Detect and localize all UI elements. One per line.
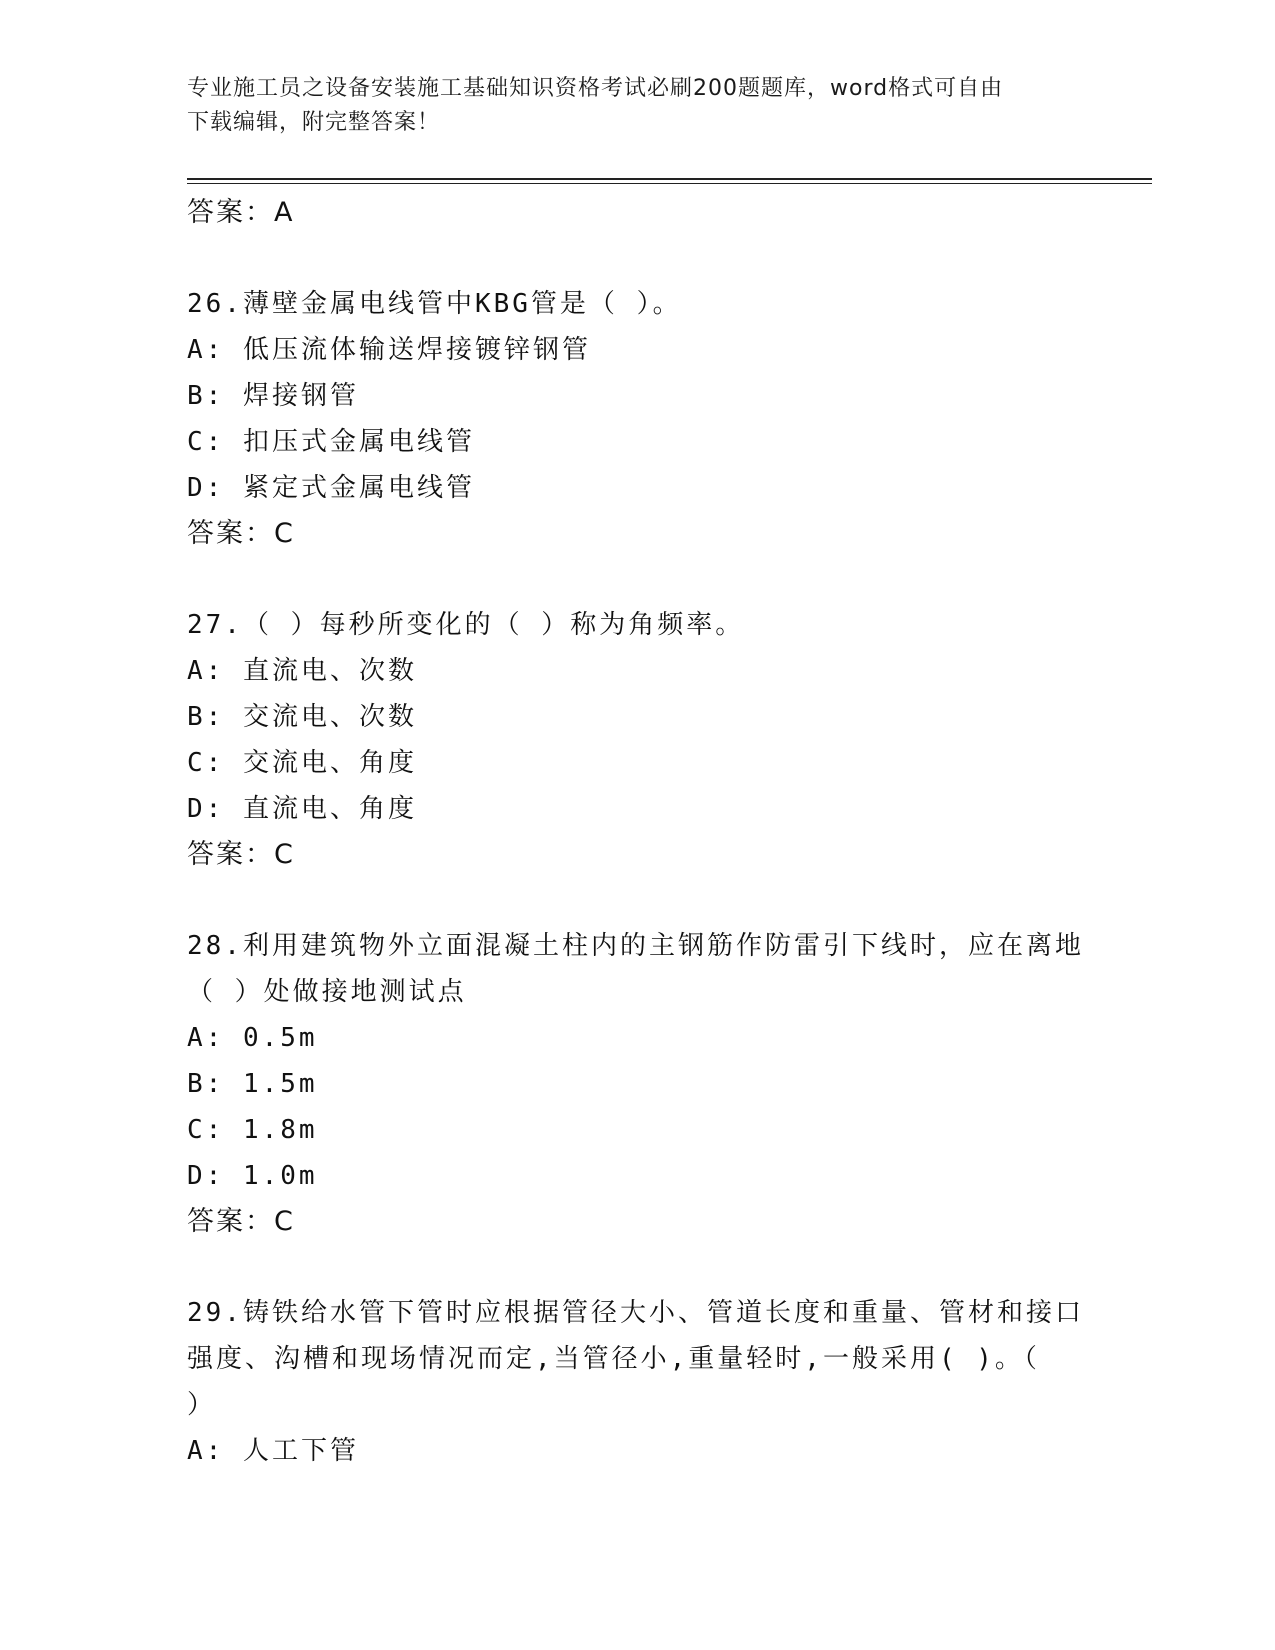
option-b: B: 焊接钢管 <box>187 381 359 411</box>
answer-line: 答案：C <box>187 518 295 549</box>
question-block <box>187 602 1152 878</box>
option-a: A: 直流电、次数 <box>187 656 417 686</box>
option-d: D: 1.0m <box>187 1161 318 1191</box>
question-gap <box>187 236 1152 281</box>
option-d: D: 紧定式金属电线管 <box>187 473 475 503</box>
question-stem: 28.利用建筑物外立面混凝土柱内的主钢筋作防雷引下线时，应在离地 <box>187 931 1084 961</box>
question-gap <box>187 557 1152 602</box>
option-c: C: 扣压式金属电线管 <box>187 427 475 457</box>
option-c: C: 1.8m <box>187 1115 318 1145</box>
option-a: A: 0.5m <box>187 1023 318 1053</box>
option-b: B: 1.5m <box>187 1069 318 1099</box>
header-rule-thin <box>187 183 1152 184</box>
answer-line: 答案：A <box>187 197 295 228</box>
header-rule-thick <box>187 178 1152 180</box>
question-block <box>187 1290 1152 1474</box>
answer-line: 答案：C <box>187 839 295 870</box>
header-line-1: 专业施工员之设备安装施工基础知识资格考试必刷200题题库，word格式可自由 <box>187 76 1004 101</box>
option-b: B: 交流电、次数 <box>187 702 417 732</box>
option-a: A: 人工下管 <box>187 1436 359 1466</box>
option-c: C: 交流电、角度 <box>187 748 417 778</box>
question-block <box>187 923 1152 1245</box>
answer-line: 答案：C <box>187 1206 295 1237</box>
question-stem-continued: 强度、沟槽和现场情况而定,当管径小,重量轻时,一般采用( )。（ <box>187 1344 1040 1374</box>
header-line-2: 下载编辑，附完整答案！ <box>187 110 441 135</box>
question-stem-continued: ） <box>187 1390 217 1420</box>
question-gap <box>187 878 1152 923</box>
question-list <box>187 190 1152 1474</box>
question-stem: 27.（ ）每秒所变化的（ ）称为角频率。 <box>187 610 745 640</box>
question-block <box>187 281 1152 557</box>
question-stem-continued: （ ）处做接地测试点 <box>187 977 467 1007</box>
option-a: A: 低压流体输送焊接镀锌钢管 <box>187 335 591 365</box>
option-d: D: 直流电、角度 <box>187 794 417 824</box>
question-gap <box>187 1245 1152 1290</box>
question-stem: 29.铸铁给水管下管时应根据管径大小、管道长度和重量、管材和接口 <box>187 1298 1084 1328</box>
question-stem: 26.薄壁金属电线管中KBG管是（ ）。 <box>187 289 682 319</box>
document-header <box>187 72 1087 140</box>
